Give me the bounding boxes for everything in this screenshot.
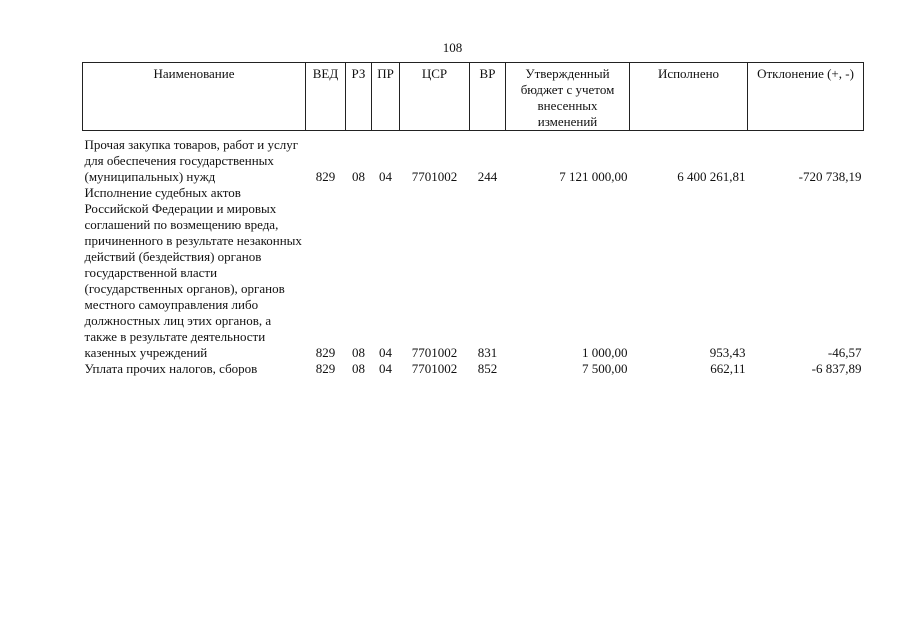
row-name: Прочая закупка товаров, работ и услуг для обеспечения государственных (муниципальных) нужд: [84, 137, 299, 184]
row-rz: 08: [352, 345, 365, 360]
table-header-row: [83, 63, 864, 131]
row-rz: 08: [352, 361, 365, 376]
table-row: [83, 185, 864, 361]
row-deviation: -720 738,19: [798, 169, 862, 184]
row-ved: 829: [315, 361, 336, 376]
header-approved-budget: Утвержденный бюджет с учетом внесенных изменений: [506, 63, 630, 131]
row-executed: 662,11: [710, 361, 746, 376]
header-name: Наименование: [83, 63, 306, 131]
row-csr: 7701002: [411, 361, 458, 376]
table-row: [83, 361, 864, 377]
header-rz: РЗ: [346, 63, 372, 131]
header-deviation: Отклонение (+, -): [748, 63, 864, 131]
budget-table-container: [82, 62, 863, 377]
header-pr: ПР: [372, 63, 400, 131]
row-csr: 7701002: [411, 169, 458, 184]
header-vr: ВР: [470, 63, 506, 131]
row-executed: 6 400 261,81: [677, 169, 746, 184]
row-name: Исполнение судебных актов Российской Федерации и мировых соглашений по возмещению вреда, причиненного в результате незаконных действий (бездействия) органов государственной власти (государственных органов), органов местного самоуправления либо должностных лиц этих органов, а также в результате деятельности казенных учреждений: [84, 185, 302, 360]
row-executed: 953,43: [709, 345, 746, 360]
row-ved: 829: [315, 169, 336, 184]
row-approved: 1 000,00: [582, 345, 628, 360]
row-pr: 04: [379, 361, 392, 376]
row-approved: 7 500,00: [582, 361, 628, 376]
row-ved: 829: [315, 345, 336, 360]
header-ved: ВЕД: [306, 63, 346, 131]
budget-execution-table: [82, 62, 864, 377]
row-vr: 244: [477, 169, 498, 184]
row-deviation: -46,57: [827, 345, 862, 360]
table-row: [83, 137, 864, 185]
row-approved: 7 121 000,00: [559, 169, 628, 184]
header-csr: ЦСР: [400, 63, 470, 131]
row-csr: 7701002: [411, 345, 458, 360]
row-pr: 04: [379, 345, 392, 360]
row-deviation: -6 837,89: [811, 361, 862, 376]
row-rz: 08: [352, 169, 365, 184]
row-vr: 852: [477, 361, 498, 376]
header-executed: Исполнено: [630, 63, 748, 131]
page-number: 108: [442, 40, 463, 55]
row-name: Уплата прочих налогов, сборов: [84, 361, 258, 376]
row-vr: 831: [477, 345, 498, 360]
row-pr: 04: [379, 169, 392, 184]
